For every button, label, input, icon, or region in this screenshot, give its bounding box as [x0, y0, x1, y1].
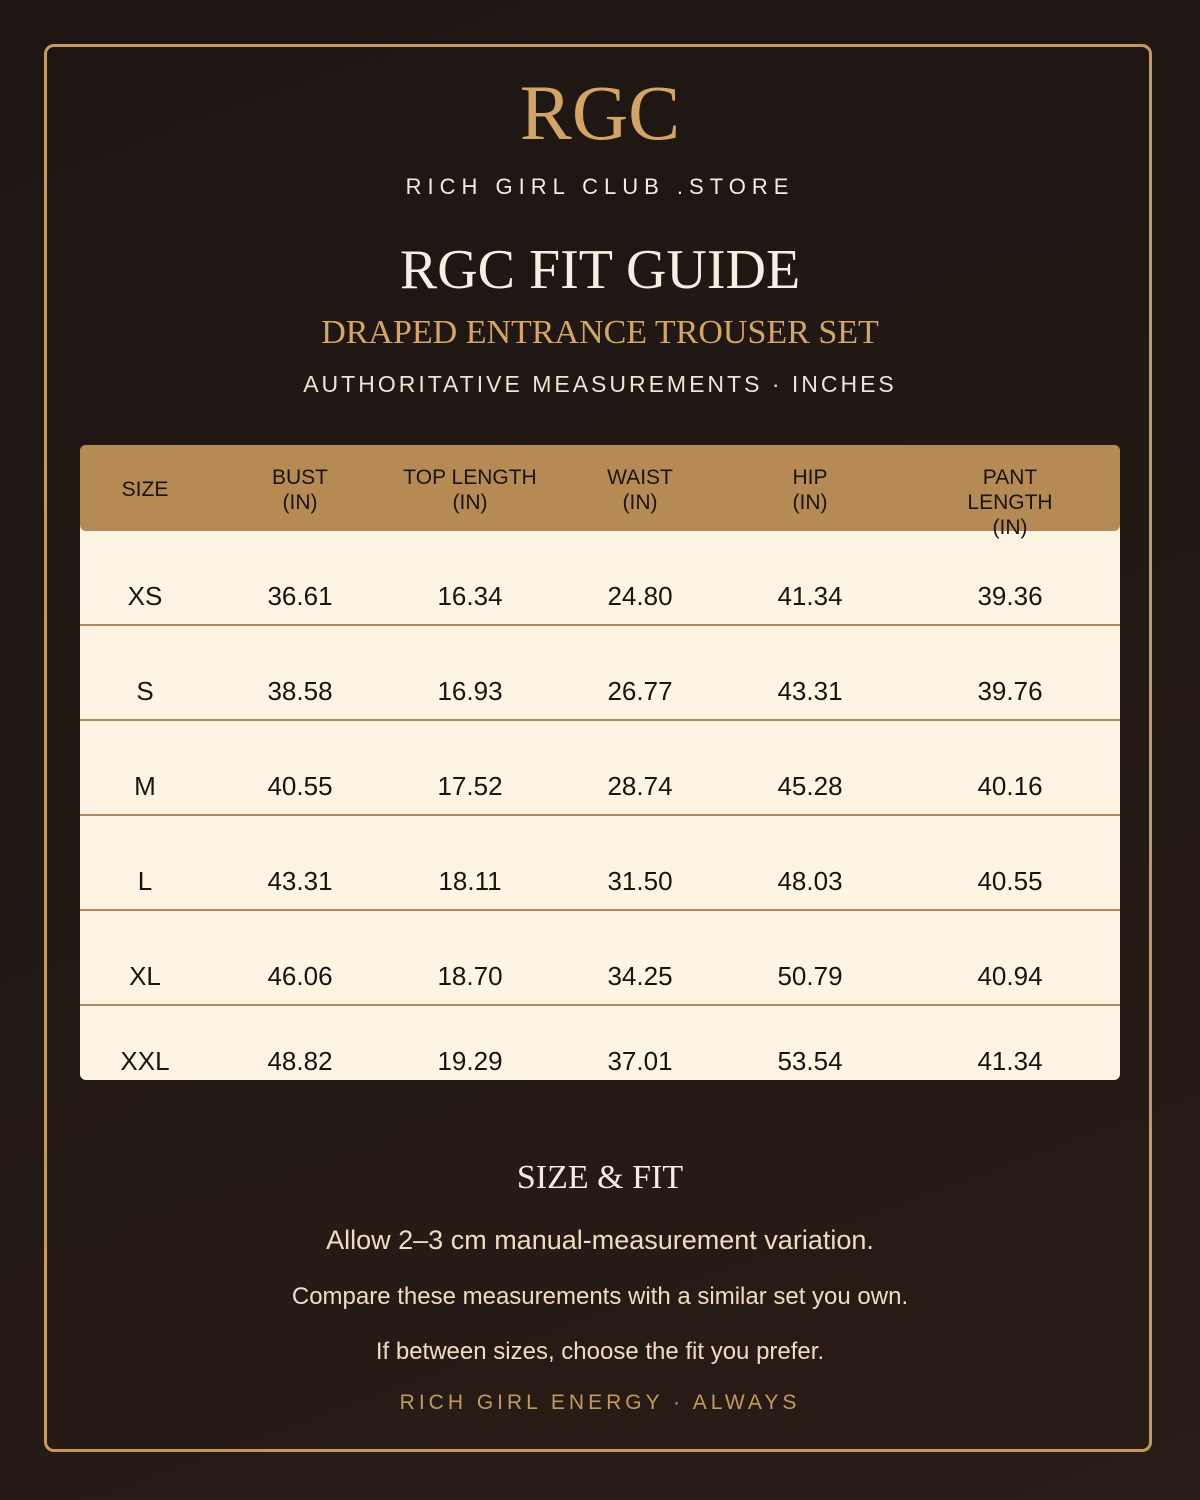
column-header: TOP LENGTH (IN) [403, 466, 537, 514]
measurement-cell: 48.03 [777, 866, 843, 896]
measurement-cell: 40.16 [977, 771, 1043, 801]
measurement-cell: 48.82 [267, 1046, 333, 1076]
size-chart-table [80, 445, 1120, 1080]
column-header: WAIST (IN) [607, 466, 673, 514]
measurement-cell: 45.28 [777, 771, 843, 801]
product-name: DRAPED ENTRANCE TROUSER SET [321, 314, 879, 351]
measurement-cell: 34.25 [607, 961, 673, 991]
fit-note-compare: Compare these measurements with a similar set you own. [291, 1283, 909, 1310]
measurement-note: AUTHORITATIVE MEASUREMENTS · INCHES [303, 371, 897, 397]
size-label: M [134, 771, 156, 801]
column-header: BUST (IN) [271, 466, 329, 514]
column-header: HIP (IN) [792, 466, 828, 514]
measurement-cell: 18.11 [438, 866, 502, 896]
table-row [80, 721, 1120, 816]
size-label: XXL [120, 1046, 170, 1076]
measurement-cell: 36.61 [267, 581, 333, 611]
measurement-cell: 39.76 [977, 676, 1043, 706]
fit-note-between-sizes: If between sizes, choose the fit you prefer. [375, 1338, 825, 1365]
size-fit-heading: SIZE & FIT [516, 1159, 684, 1196]
page-title: RGC FIT GUIDE [399, 239, 801, 301]
measurement-cell: 28.74 [607, 771, 673, 801]
measurement-cell: 18.70 [437, 961, 503, 991]
size-label: L [137, 866, 153, 896]
size-label: XS [127, 581, 163, 611]
measurement-cell: 26.77 [607, 676, 673, 706]
table-row [80, 911, 1120, 1006]
measurement-cell: 16.93 [437, 676, 503, 706]
measurement-cell: 37.01 [607, 1046, 673, 1076]
size-label: S [136, 676, 154, 706]
measurement-cell: 53.54 [777, 1046, 843, 1076]
measurement-cell: 17.52 [437, 771, 503, 801]
measurement-cell: 38.58 [267, 676, 333, 706]
table-row [80, 816, 1120, 911]
measurement-cell: 41.34 [977, 1046, 1043, 1076]
measurement-cell: 40.94 [977, 961, 1043, 991]
table-header-row [80, 445, 1120, 539]
measurement-cell: 40.55 [267, 771, 333, 801]
measurement-cell: 24.80 [607, 581, 673, 611]
measurement-cell: 19.29 [437, 1046, 503, 1076]
measurement-cell: 40.55 [977, 866, 1043, 896]
measurement-cell: 39.36 [977, 581, 1043, 611]
table-row [80, 626, 1120, 721]
fit-note-variation: Allow 2–3 cm manual-measurement variation. [326, 1225, 874, 1255]
measurement-cell: 50.79 [777, 961, 843, 991]
store-name: RICH GIRL CLUB .STORE [405, 174, 795, 199]
size-label: XL [129, 961, 161, 991]
footer-tagline: RICH GIRL ENERGY · ALWAYS [399, 1391, 801, 1414]
measurement-cell: 46.06 [267, 961, 333, 991]
table-row [80, 531, 1120, 626]
measurement-cell: 16.34 [437, 581, 503, 611]
measurement-cell: 31.50 [607, 866, 673, 896]
measurement-cell: 41.34 [777, 581, 843, 611]
column-header: PANT LENGTH (IN) [967, 466, 1053, 539]
measurement-cell: 43.31 [267, 866, 333, 896]
brand-logo: RGC [519, 69, 681, 156]
table-row [80, 1006, 1120, 1080]
measurement-cell: 43.31 [777, 676, 843, 706]
column-header: SIZE [121, 478, 169, 501]
